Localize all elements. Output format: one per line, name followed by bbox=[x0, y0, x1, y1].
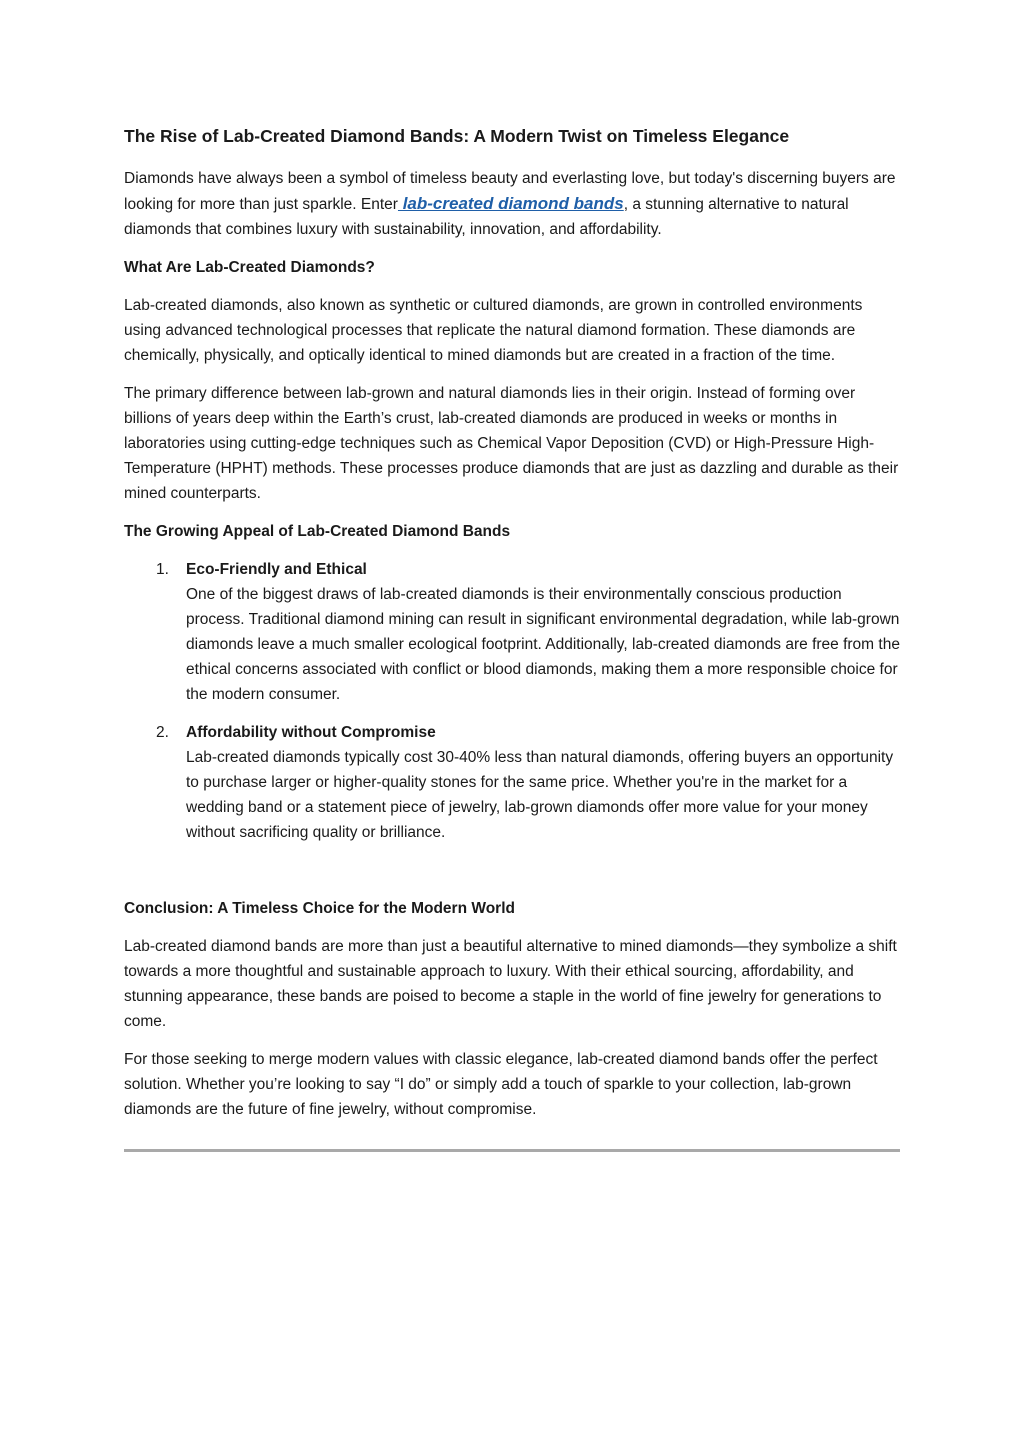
section-heading-growing-appeal: The Growing Appeal of Lab-Created Diamond Bands bbox=[124, 523, 511, 540]
section-spacer bbox=[124, 858, 900, 896]
lab-created-diamond-bands-link[interactable]: lab-created diamond bands bbox=[397, 194, 624, 213]
list-item-body: Lab-created diamonds typically cost 30-40% less than natural diamonds, offering buyers an opportunity to purchase larger or higher-quality stones for the same price. Whether you're in the market for a wedding band or a statement piece of jewelry, lab-grown diamonds offer more value for your money without sacrificing quality or brilliance. bbox=[186, 749, 894, 841]
list-item-body: One of the biggest draws of lab-created diamonds is their environmentally conscious production process. Traditional diamond mining can result in significant environmental degradation, while lab-grown diamonds leave a much smaller ecological footprint. Additionally, lab-created diamonds are free from the ethical concerns associated with conflict or blood diamonds, making them a more responsible choice for the modern consumer. bbox=[186, 586, 900, 703]
body-paragraph: For those seeking to merge modern values with classic elegance, lab-created diamond bands offer the perfect solution. Whether you’re looking to say “I do” or simply add a touch of sparkle to your collection, lab-grown diamonds are the future of fine jewelry, without compromise. bbox=[124, 1051, 878, 1118]
list-number: 2. bbox=[156, 724, 169, 741]
list-item bbox=[124, 557, 900, 707]
page-title: The Rise of Lab-Created Diamond Bands: A Modern Twist on Timeless Elegance bbox=[124, 126, 790, 146]
horizontal-rule bbox=[124, 1149, 900, 1152]
body-paragraph: Lab-created diamond bands are more than just a beautiful alternative to mined diamonds—they symbolize a shift towards a more thoughtful and sustainable approach to luxury. With their ethical sourcing, affordability, and stunning appearance, these bands are poised to become a staple in the world of fine jewelry for generations to come. bbox=[124, 938, 897, 1030]
section-heading-what-are: What Are Lab-Created Diamonds? bbox=[124, 259, 375, 276]
appeal-list bbox=[124, 557, 900, 845]
list-number: 1. bbox=[156, 561, 169, 578]
section-heading-conclusion: Conclusion: A Timeless Choice for the Modern World bbox=[124, 900, 515, 917]
list-item-title: Affordability without Compromise bbox=[186, 724, 436, 741]
list-item bbox=[124, 720, 900, 845]
intro-paragraph bbox=[124, 166, 900, 242]
body-paragraph: Lab-created diamonds, also known as synthetic or cultured diamonds, are grown in controlled environments using advanced technological processes that replicate the natural diamond formation. These diamonds are chemically, physically, and optically identical to mined diamonds but are created in a fraction of the time. bbox=[124, 297, 863, 364]
list-item-title: Eco-Friendly and Ethical bbox=[186, 561, 367, 578]
intro-text-before-link: Diamonds have always been a symbol of timeless beauty and everlasting love, but today's discerning buyers are looking for more than just sparkle. Enter bbox=[124, 170, 896, 213]
intro-text-after-link: , a stunning alternative to natural diamonds that combines luxury with sustainability, innovation, and affordability. bbox=[124, 196, 849, 238]
document-page bbox=[124, 124, 900, 1152]
body-paragraph: The primary difference between lab-grown and natural diamonds lies in their origin. Instead of forming over billions of years deep within the Earth’s crust, lab-created diamonds are produced in weeks or months in laboratories using cutting-edge techniques such as Chemical Vapor Deposition (CVD) or High-Pressure High-Temperature (HPHT) methods. These processes produce diamonds that are just as dazzling and durable as their mined counterparts. bbox=[124, 385, 899, 502]
